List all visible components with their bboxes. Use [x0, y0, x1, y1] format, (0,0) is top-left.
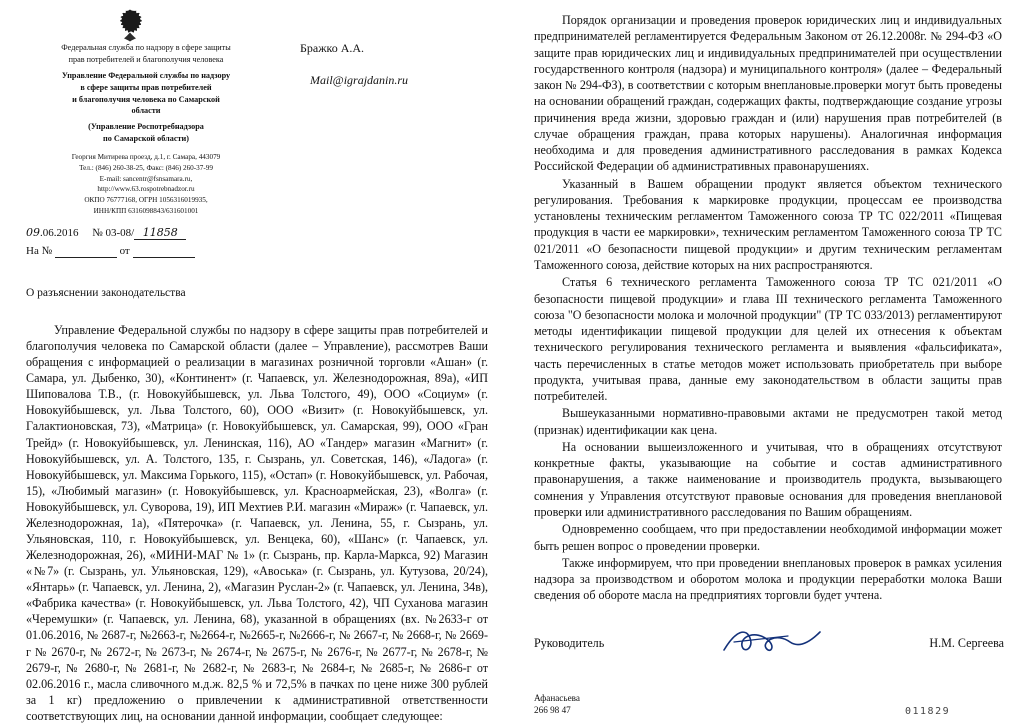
document-date-number	[26, 226, 286, 240]
letterhead-line-7: (Управление Роспотребнадзора	[88, 122, 204, 132]
paragraph: Статья 6 технического регламента Таможенного союза ТР ТС 021/2011 «О безопасности пищевой продукции» и глава III технического регламента Таможенного союза "О безопасности молока и молочной продукции" (ТР ТС 033/2013) регламентируют методы идентификации пищевой продукции для целей их отнесения к объектам технического регулирования технического регламента и выявления «фальсификата», часть перечисленных в статье методов может использовать приобретатель при выборе продукта, учитывая права, данные ему законодательством в области защиты прав потребителей.	[534, 275, 1002, 404]
contact-okpo: ОКПО 76777168, ОГРН 1056316019935,	[84, 196, 208, 205]
date-day-handwritten: 0	[26, 226, 33, 239]
letterhead-contacts	[20, 152, 272, 217]
russian-coat-of-arms-icon	[116, 8, 144, 42]
reference-number-blank	[55, 245, 117, 258]
letterhead	[26, 42, 266, 149]
paragraph: На основании вышеизложенного и учитывая, что в обращениях отсутствуют конкретные факты, указывающие на событие и состав административного правонарушения, а также наименование и производитель продукта, вызывающего сомнения у Управления отсутствуют правовые основания для проведения внеплановой проверки или административного расследования по Вашим обращениям.	[534, 439, 1002, 519]
letterhead-line-6: области	[131, 106, 161, 116]
letterhead-line-4: в сфере защиты прав потребителей	[80, 82, 212, 92]
reference-date-line	[26, 245, 195, 258]
contact-email: E-mail: sancentr@fsnsamara.ru,	[99, 174, 193, 183]
paragraph: Порядок организации и проведения проверок юридических лиц и индивидуальных предпринимателей регламентируется Федеральным Законом от 26.12.2008г. № 294-ФЗ «О защите прав юридических лиц и индивидуальных предпринимателей при осуществлении государственного контроля (надзора) и муниципального контроля» (далее – Федеральный закон № 294-ФЗ), в соответствии с которым внеплановые.проверки могут быть проведены на основании обращений граждан, содержащих факты, подтверждающие создание угрозы причинения вреда жизни, здоровью граждан и (или) нарушения прав потребителей (в случае обращения граждан, права которых нарушены). Аналогичная информация необходима и для проведения административного расследования в рамках Кодекса Российской Федерации об административных правонарушениях.	[534, 13, 1002, 174]
executor-phone: 266 98 47	[534, 705, 571, 716]
reference-date-blank	[133, 245, 195, 258]
paragraph: Указанный в Вашем обращении продукт является объектом технического регулирования. Требования к маркировке продукции, процессам ее производства установлены техническим регламентом Таможенного союза ТР ТС 022/2011 «Пищевая продукция в части ее маркировки», техническим регламентом Таможенного союза ТР ТС 021/2011 «О безопасности пищевой продукции» и другим техническим регламентам Таможенного союза, действие которых на них распространяются.	[534, 176, 1002, 272]
date-day-extra: 9	[33, 226, 40, 239]
addressee-email: Mail@igrajdanin.ru	[310, 72, 409, 87]
paragraph: Вышеуказанными нормативно-правовыми актами не предусмотрен такой метод (признак) идентификации как цена.	[534, 406, 1002, 437]
scan-id-number: 011829	[905, 706, 951, 717]
letterhead-line-1: Федеральная служба по надзору в сфере защиты	[61, 43, 231, 52]
right-column	[512, 0, 1024, 727]
reference-label: На №	[26, 245, 53, 257]
reference-from-label: от	[119, 245, 130, 257]
number-label: №	[92, 227, 103, 239]
number-value: 03-08/	[105, 227, 135, 239]
contact-website: http://www.63.rospotrebnadzor.ru	[97, 185, 195, 194]
letterhead-line-8: по Самарской области)	[103, 134, 189, 144]
right-body-text	[534, 12, 1002, 605]
letterhead-line-3: Управление Федеральной службы по надзору	[61, 70, 231, 80]
paragraph: Также информируем, что при проведении внеплановых проверок в рамках усиления надзора за производством и оборотом молока и продукции переработки молока Ваши сведения об обороте масла на предприятиях торговли будет учтена.	[534, 555, 1002, 603]
letterhead-line-5: и благополучия человека по Самарской	[72, 94, 220, 104]
paragraph: Одновременно сообщаем, что при предоставлении необходимой информации может быть решен вопрос о проведении проверки.	[534, 522, 1002, 553]
addressee-name: Бражко А.А.	[300, 41, 365, 55]
signature-name: Н.М. Сергеева	[929, 636, 1004, 650]
document-subject: О разъяснении законодательства	[26, 287, 186, 299]
executor-block	[534, 692, 580, 717]
date-rest: .06.2016	[40, 227, 79, 239]
contact-inn: ИНН/КПП 6316098843/631601001	[93, 206, 199, 215]
handwritten-signature-icon	[716, 624, 836, 658]
letterhead-line-2: прав потребителей и благополучия человека	[68, 54, 224, 64]
number-handwritten: 11858	[134, 226, 186, 240]
left-body-text: Управление Федеральной службы по надзору в сфере защиты прав потребителей и благополучия человека по Самарской области (далее – Управление), рассмотрев Ваши обращения с информацией о реализации в магазинах розничной торговли «Ашан» (г. Самара, ул. Дыбенко, 30), «Континент» (г. Чапаевск, ул. Железнодорожная, 89а), «ИП Шиповалова Т.В., (г. Новокуйбышевск, ул. Льва Толстого, 49), ООО «Социум» (г. Новокуйбышевск, ул. Льва Толстого, 60), ООО «Визит» (г. Новокуйбышевск, ул. Галактионовская, 73), «Матрица» (г. Новокуйбышевск, ул. Самарская, 99), ООО «Гран Трейд» (г. Новокуйбышевск, ул. Ленинская, 116), АО «Тандер» магазин «Магнит» (г. Новокуйбышевск, ул. А. Толстого, 135, г. Сызрань, ул. Советская, 146), «Ладога» (г. Новокуйбышевск, ул. Максима Горького, 115), «Остап» (г. Новокуйбышевск, ул. Рабочая, 15), «Любимый магазин» (г. Новокуйбышевск, ул. Красноармейская, 23), «Волга» (г. Новокуйбышевск, ул. Суворова, 19), ИП Мехтиев Р.И. магазин «Мираж» (г. Чапаевск, ул. Железнодорожная, 1а), «Пятерочка» (г. Чапаевск, ул. Ленина, 55, г. Сызрань, ул. Ульяновская, 110, г. Новокуйбышевск, ул. Венцека, 60), «Шанс» (г. Чапаевск, ул. Железнодорожная, 26), «МИНИ-МАГ № 1» (г. Сызрань, пр. Карла-Маркса, 92) Магазин «№7» (г. Сызрань, ул. Ульяновская, 129), «Авоська» (г. Сызрань, ул. Кутузова, 20/24), «Янтарь» (г. Чапаевск, ул. Ленина, 2), «Магазин Руслан-2» (г. Чапаевск, ул. Ленина, 34в), «Фабрика качества» (г. Новокуйбышевск, ул. Льва Толстого, 42), ЧП Суханова магазин «Черемушки» (г. Чапаевск, ул. Ленина, 68), указанной в обращениях (вх. №2633-г от 01.06.2016, № 2687-г, №2663-г, №2664-г, №2665-г, №2666-г, № 2667-г, № 2668-г, № 2669-г № 2670-г, № 2672-г, № 2673-г, № 2674-г, № 2675-г, № 2676-г, № 2677-г, № 2678-г, № 2679-г, № 2680-г, № 2681-г, № 2682-г, № 2683-г, № 2684-г, № 2685-г, № 2686-г от 02.06.2016 г., масла сливочного м.д.ж. 82,5 % и 72,5% в пачках по цене ниже 300 рублей за 1 кг) предложению о привлечении к административной ответственности соответствующих лиц, на основании данной информации, сообщает следующее:	[26, 323, 488, 723]
executor-name: Афанасьева	[534, 693, 580, 703]
signature-role: Руководитель	[534, 636, 605, 650]
addressee-block	[300, 38, 490, 91]
contact-address: Георгия Митирева проезд, д.1, г. Самара, 443079	[71, 153, 221, 161]
contact-phones: Тел.: (846) 260-38-25, Факс: (846) 260-37-99	[79, 163, 213, 172]
